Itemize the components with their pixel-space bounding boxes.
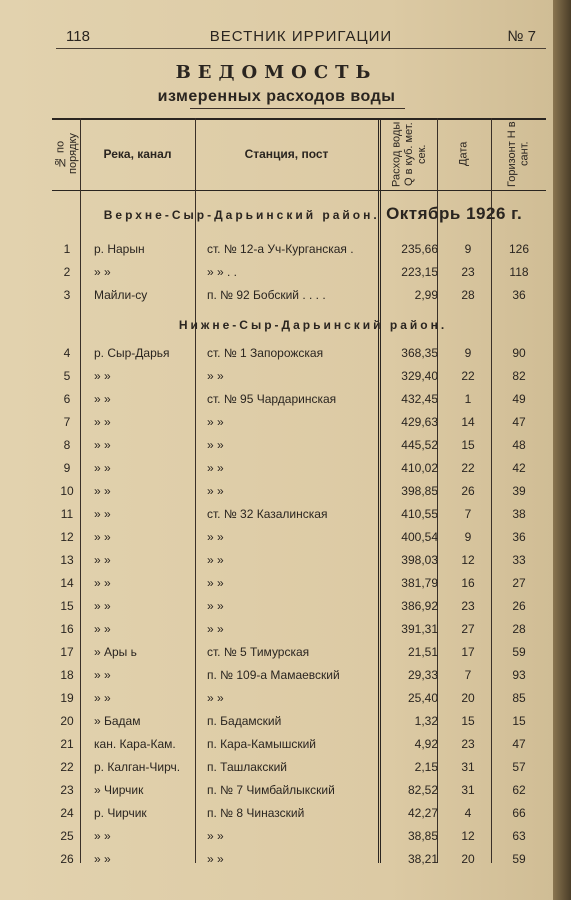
cell-level: 59 (512, 645, 526, 659)
cell-n: 7 (63, 415, 71, 429)
cell-level: 38 (512, 507, 526, 521)
cell-n: 12 (60, 530, 74, 544)
cell-flow: 82,52 (407, 783, 438, 797)
cell-n: 13 (60, 553, 74, 567)
cell-date: 9 (464, 346, 472, 360)
cell-flow: 400,54 (401, 530, 438, 544)
cell-date: 20 (461, 852, 475, 866)
header-rule (56, 48, 546, 49)
cell-n: 15 (60, 599, 74, 613)
cell-n: 16 (60, 622, 74, 636)
cell-date: 27 (461, 622, 475, 636)
cell-river: » » (94, 691, 111, 705)
cell-river: Майли-су (94, 288, 148, 302)
cell-flow: 398,03 (401, 553, 438, 567)
col-header-date: Дата (457, 141, 470, 167)
cell-date: 15 (461, 714, 475, 728)
table-row (52, 434, 546, 457)
table-row (52, 480, 546, 503)
page-header (56, 28, 546, 48)
cell-date: 14 (461, 415, 475, 429)
cell-n: 4 (63, 346, 71, 360)
table-row (52, 342, 546, 365)
table-row (52, 733, 546, 756)
cell-river: » » (94, 415, 111, 429)
cell-date: 26 (461, 484, 475, 498)
cell-river: » Бадам (94, 714, 141, 728)
cell-flow: 386,92 (401, 599, 438, 613)
cell-station: п. № 109-а Мамаевский (207, 668, 340, 682)
cell-n: 6 (63, 392, 71, 406)
cell-date: 9 (464, 242, 472, 256)
cell-level: 62 (512, 783, 526, 797)
cell-river: р. Нарын (94, 242, 145, 256)
cell-flow: 1,32 (414, 714, 438, 728)
cell-date: 16 (461, 576, 475, 590)
cell-date: 31 (461, 760, 475, 774)
cell-station: п. № 92 Бобский . . . . (207, 288, 326, 302)
table-row (52, 388, 546, 411)
section-heading-lower: Нижне-Сыр-Дарьинский район. (178, 318, 448, 332)
cell-date: 12 (461, 829, 475, 843)
col-header-level: Горизонт H в сант. (505, 121, 531, 187)
cell-n: 24 (60, 806, 74, 820)
cell-station: » » (207, 622, 224, 636)
table-row (52, 549, 546, 572)
cell-river: » » (94, 484, 111, 498)
cell-river: » Чирчик (94, 783, 144, 797)
cell-n: 9 (63, 461, 71, 475)
cell-level: 63 (512, 829, 526, 843)
cell-station: п. № 7 Чимбайлыкский (207, 783, 335, 797)
cell-flow: 29,33 (407, 668, 438, 682)
issue-number: № 7 (507, 28, 536, 45)
cell-n: 23 (60, 783, 74, 797)
cell-n: 14 (60, 576, 74, 590)
cell-flow: 21,51 (407, 645, 438, 659)
cell-date: 4 (464, 806, 472, 820)
cell-flow: 38,85 (407, 829, 438, 843)
cell-station: » » (207, 553, 224, 567)
cell-n: 17 (60, 645, 74, 659)
cell-river: » » (94, 369, 111, 383)
cell-river: р. Калган-Чирч. (94, 760, 181, 774)
subtitle-underline (190, 108, 405, 109)
cell-level: 85 (512, 691, 526, 705)
cell-river: р. Сыр-Дарья (94, 346, 170, 360)
cell-level: 90 (512, 346, 526, 360)
cell-n: 21 (60, 737, 74, 751)
cell-station: п. Бадамский (207, 714, 282, 728)
col-header-flow: Расход воды Q в куб. мет. сек. (390, 121, 428, 187)
cell-river: » » (94, 852, 111, 866)
document-title: ВЕДОМОСТЬ (175, 62, 378, 83)
table-row (52, 411, 546, 434)
book-spine (553, 0, 571, 900)
table-row (52, 618, 546, 641)
cell-river: » » (94, 461, 111, 475)
table-row (52, 848, 546, 871)
cell-level: 118 (509, 265, 529, 279)
cell-date: 23 (461, 737, 475, 751)
cell-flow: 4,92 (414, 737, 438, 751)
cell-date: 1 (464, 392, 472, 406)
section-period: Октябрь 1926 г. (386, 204, 523, 223)
cell-level: 39 (512, 484, 526, 498)
cell-flow: 223,15 (401, 265, 438, 279)
cell-flow: 432,45 (401, 392, 438, 406)
table-row (52, 284, 546, 307)
cell-date: 28 (461, 288, 475, 302)
cell-level: 26 (512, 599, 526, 613)
cell-river: » » (94, 576, 111, 590)
journal-title: ВЕСТНИК ИРРИГАЦИИ (209, 28, 393, 45)
table-row (52, 457, 546, 480)
cell-date: 23 (461, 599, 475, 613)
cell-n: 5 (63, 369, 71, 383)
cell-river: » » (94, 599, 111, 613)
table-row (52, 825, 546, 848)
cell-station: » » (207, 829, 224, 843)
cell-level: 15 (512, 714, 526, 728)
cell-level: 42 (512, 461, 526, 475)
cell-level: 93 (512, 668, 526, 682)
cell-n: 22 (60, 760, 74, 774)
cell-level: 82 (512, 369, 526, 383)
cell-date: 22 (461, 461, 475, 475)
cell-level: 47 (512, 415, 526, 429)
cell-river: » » (94, 530, 111, 544)
cell-river: » » (94, 265, 111, 279)
cell-n: 25 (60, 829, 74, 843)
cell-flow: 381,79 (401, 576, 438, 590)
cell-level: 28 (512, 622, 526, 636)
cell-date: 20 (461, 691, 475, 705)
table-row (52, 779, 546, 802)
cell-station: ст. № 5 Тимурская (207, 645, 310, 659)
col-header-station: Станция, пост (244, 147, 329, 161)
cell-level: 59 (512, 852, 526, 866)
cell-n: 20 (60, 714, 74, 728)
table-row (52, 261, 546, 284)
cell-n: 2 (63, 265, 71, 279)
table-row (52, 365, 546, 388)
cell-river: р. Чирчик (94, 806, 147, 820)
cell-river: » » (94, 392, 111, 406)
cell-flow: 2,99 (414, 288, 438, 302)
cell-level: 33 (512, 553, 526, 567)
cell-station: » » (207, 691, 224, 705)
cell-station: » » (207, 576, 224, 590)
table-row (52, 595, 546, 618)
cell-flow: 38,21 (407, 852, 438, 866)
cell-date: 7 (464, 507, 472, 521)
cell-flow: 410,55 (401, 507, 438, 521)
cell-flow: 429,63 (401, 415, 438, 429)
cell-n: 10 (60, 484, 74, 498)
cell-n: 11 (60, 507, 74, 521)
cell-flow: 25,40 (407, 691, 438, 705)
col-header-river: Река, канал (103, 147, 172, 161)
cell-level: 66 (512, 806, 526, 820)
cell-flow: 391,31 (401, 622, 438, 636)
cell-station: » » . . (207, 265, 238, 279)
cell-station: п. № 8 Чиназский (207, 806, 305, 820)
cell-river: кан. Кара-Кам. (94, 737, 176, 751)
cell-flow: 368,35 (401, 346, 438, 360)
table-row (52, 526, 546, 549)
table-row (52, 687, 546, 710)
cell-level: 126 (508, 242, 530, 256)
cell-river: » » (94, 668, 111, 682)
cell-river: » » (94, 829, 111, 843)
section-label: Верхне-Сыр-Дарьинский район. (103, 208, 380, 222)
cell-station: ст. № 95 Чардаринская (207, 392, 337, 406)
cell-date: 22 (461, 369, 475, 383)
cell-date: 7 (464, 668, 472, 682)
cell-n: 1 (63, 242, 71, 256)
cell-station: » » (207, 484, 224, 498)
col-header-num: № по порядку (54, 133, 79, 175)
cell-station: ст. № 1 Запорожская (207, 346, 324, 360)
section-heading-upper (80, 204, 546, 224)
cell-n: 18 (60, 668, 74, 682)
table-row (52, 756, 546, 779)
cell-station: ст. № 12-а Уч-Курганская . (207, 242, 354, 256)
cell-flow: 42,27 (407, 806, 438, 820)
cell-date: 9 (464, 530, 472, 544)
cell-station: » » (207, 530, 224, 544)
table-row (52, 710, 546, 733)
cell-station: п. Кара-Камышский (207, 737, 316, 751)
cell-flow: 445,52 (401, 438, 438, 452)
cell-level: 27 (512, 576, 526, 590)
cell-date: 15 (461, 438, 475, 452)
cell-flow: 2,15 (414, 760, 438, 774)
cell-station: » » (207, 599, 224, 613)
cell-river: » » (94, 622, 111, 636)
cell-river: » Ары ь (94, 645, 137, 659)
table-row (52, 802, 546, 825)
table-row (52, 641, 546, 664)
table-row (52, 503, 546, 526)
table-header-border (52, 190, 546, 191)
cell-river: » » (94, 438, 111, 452)
cell-flow: 235,66 (401, 242, 438, 256)
cell-flow: 329,40 (401, 369, 438, 383)
cell-river: » » (94, 553, 111, 567)
cell-station: » » (207, 461, 224, 475)
cell-level: 49 (512, 392, 526, 406)
table-row (52, 664, 546, 687)
cell-level: 36 (512, 288, 526, 302)
cell-n: 3 (63, 288, 71, 302)
cell-level: 36 (512, 530, 526, 544)
table-row (52, 572, 546, 595)
document-subtitle: измеренных расходов воды (157, 88, 396, 105)
cell-n: 8 (63, 438, 71, 452)
cell-level: 48 (512, 438, 526, 452)
cell-station: » » (207, 415, 224, 429)
cell-station: » » (207, 369, 224, 383)
cell-flow: 410,02 (401, 461, 438, 475)
cell-date: 12 (461, 553, 475, 567)
cell-station: » » (207, 852, 224, 866)
cell-station: » » (207, 438, 224, 452)
cell-date: 23 (461, 265, 475, 279)
cell-river: » » (94, 507, 111, 521)
cell-n: 19 (60, 691, 74, 705)
cell-station: п. Ташлакский (207, 760, 287, 774)
table-row (52, 238, 546, 261)
cell-n: 26 (60, 852, 74, 866)
cell-date: 17 (461, 645, 475, 659)
cell-level: 57 (512, 760, 526, 774)
cell-station: ст. № 32 Казалинская (207, 507, 328, 521)
cell-level: 47 (512, 737, 526, 751)
cell-flow: 398,85 (401, 484, 438, 498)
page-number: 118 (66, 28, 90, 45)
cell-date: 31 (461, 783, 475, 797)
